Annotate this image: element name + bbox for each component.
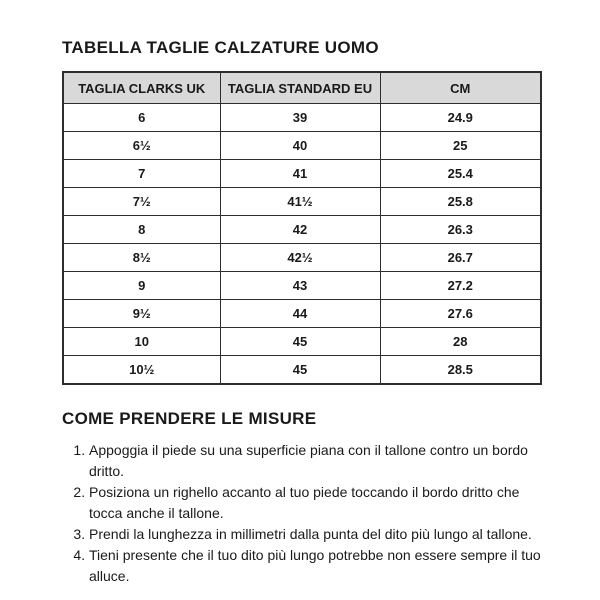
cell-uk: 8 [63, 216, 220, 244]
cell-eu: 42½ [220, 244, 380, 272]
cell-eu: 39 [220, 104, 380, 132]
table-row [63, 160, 541, 188]
cell-eu: 45 [220, 328, 380, 356]
table-row [63, 132, 541, 160]
cell-cm: 28 [380, 328, 541, 356]
cell-cm: 25.4 [380, 160, 541, 188]
table-row [63, 188, 541, 216]
cell-cm: 25 [380, 132, 541, 160]
cell-eu: 43 [220, 272, 380, 300]
cell-uk: 9½ [63, 300, 220, 328]
cell-uk: 7½ [63, 188, 220, 216]
cell-cm: 24.9 [380, 104, 541, 132]
cell-uk: 6½ [63, 132, 220, 160]
cell-uk: 10½ [63, 356, 220, 385]
table-row [63, 300, 541, 328]
table-row [63, 216, 541, 244]
table-header-row [63, 72, 541, 104]
page-title: TABELLA TAGLIE CALZATURE UOMO [62, 38, 379, 57]
cell-eu: 41½ [220, 188, 380, 216]
cell-cm: 27.6 [380, 300, 541, 328]
column-header-eu: TAGLIA STANDARD EU [220, 72, 380, 104]
cell-uk: 9 [63, 272, 220, 300]
cell-eu: 42 [220, 216, 380, 244]
instruction-item-4: 4. Tieni presente che il tuo dito più lungo potrebbe non essere sempre il tuo alluce. [89, 545, 542, 587]
cell-cm: 27.2 [380, 272, 541, 300]
table-row [63, 104, 541, 132]
cell-cm: 26.3 [380, 216, 541, 244]
instruction-item-3: 3. Prendi la lunghezza in millimetri dalla punta del dito più lungo al tallone. [89, 524, 542, 545]
size-table [62, 71, 542, 385]
cell-eu: 40 [220, 132, 380, 160]
cell-cm: 26.7 [380, 244, 541, 272]
measure-section-title: COME PRENDERE LE MISURE [62, 409, 317, 428]
column-header-uk: TAGLIA CLARKS UK [63, 72, 220, 104]
cell-cm: 28.5 [380, 356, 541, 385]
cell-eu: 45 [220, 356, 380, 385]
table-row [63, 356, 541, 385]
table-row [63, 244, 541, 272]
cell-uk: 6 [63, 104, 220, 132]
table-row [63, 328, 541, 356]
cell-uk: 8½ [63, 244, 220, 272]
cell-cm: 25.8 [380, 188, 541, 216]
cell-uk: 7 [63, 160, 220, 188]
cell-eu: 44 [220, 300, 380, 328]
cell-eu: 41 [220, 160, 380, 188]
measure-instructions-list [62, 440, 542, 587]
column-header-cm: CM [380, 72, 541, 104]
table-row [63, 272, 541, 300]
cell-uk: 10 [63, 328, 220, 356]
instruction-item-1: 1. Appoggia il piede su una superficie piana con il tallone contro un bordo dritto. [89, 440, 542, 482]
instruction-item-2: 2. Posiziona un righello accanto al tuo piede toccando il bordo dritto che tocca anche il tallone. [89, 482, 542, 524]
